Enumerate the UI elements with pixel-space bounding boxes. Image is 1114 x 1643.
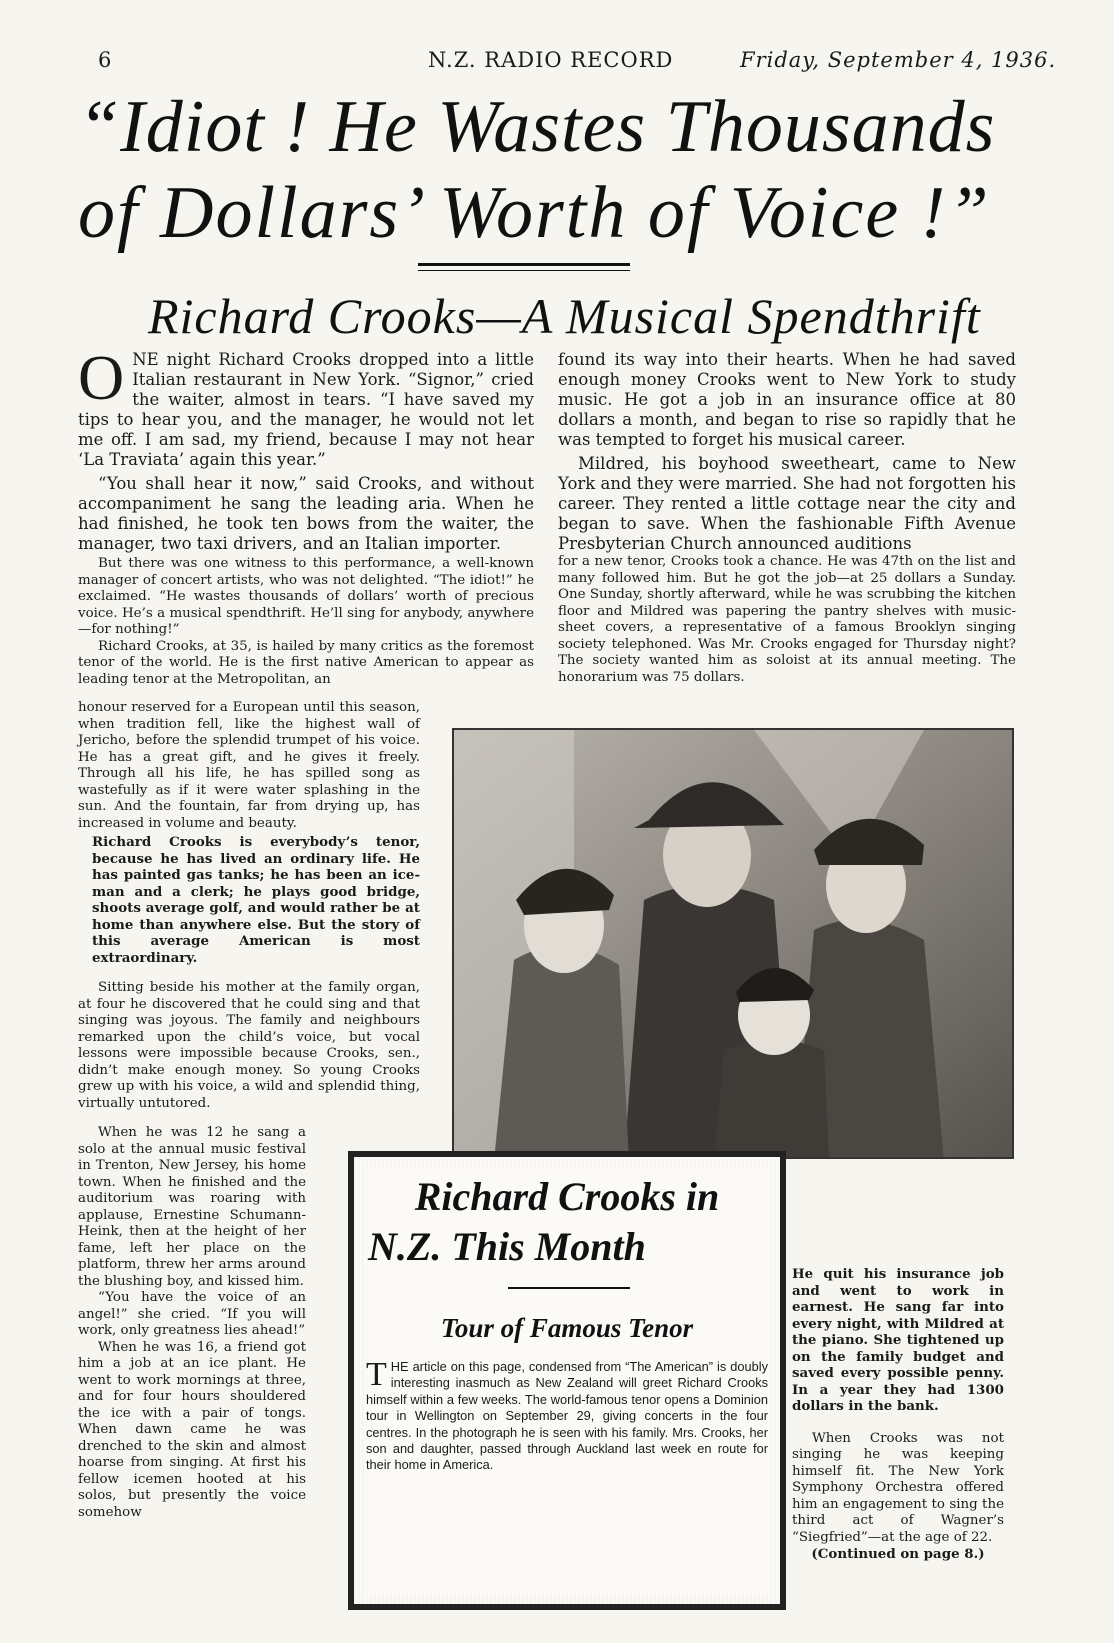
announcement-box-inner bbox=[364, 1167, 770, 1594]
box-divider bbox=[508, 1287, 630, 1289]
article-paragraph-4: Richard Crooks, at 35, is hailed by many critics as the foremost tenor of the world. He is the first native American to appear as leading tenor at the Metropolitan, an bbox=[78, 638, 534, 687]
headline-divider-top bbox=[418, 263, 630, 266]
article-paragraph-11: found its way into their hearts. When he had saved enough money Crooks went to New York to study music. He got a job in an insurance office at 80 dollars a month, and began to rise so rapidly that he was tempted to forget his musical career. bbox=[558, 350, 1016, 449]
column-3-lower bbox=[792, 1266, 1004, 1563]
article-paragraph-15: When Crooks was not singing he was keeping himself fit. The New York Symphony Orchestra offered him an engagement to sing the third act of Wagner’s “Siegfried”—at the age of 22. bbox=[792, 1430, 1004, 1545]
photo-illustration bbox=[454, 730, 1014, 1159]
headline-divider-bottom bbox=[418, 270, 630, 271]
article-paragraph-8: When he was 12 he sang a solo at the annual music festival in Trenton, New Jersey, his home town. When he finished and the auditorium was roaring with applause, Ernestine Schumann-Heink, then at the height of her fame, left her place on the platform, threw her arms around the blushing boy, and kissed him. bbox=[78, 1125, 306, 1289]
article-paragraph-7: Sitting beside his mother at the family organ, at four he discovered that he could sing and that singing was joyous. The family and neighbours remarked upon the child’s voice, but vocal lessons were impossible because Crooks, sen., didn’t make enough money. So young Crooks grew up with his voice, a wild and splendid thing, virtually untutored. bbox=[78, 980, 420, 1111]
box-title-line-1: Richard Crooks in bbox=[414, 1174, 720, 1219]
box-subtitle: Tour of Famous Tenor bbox=[440, 1313, 694, 1343]
article-paragraph-5: honour reserved for a European until this season, when tradition fell, like the highest wall of Jericho, before the splendid trumpet of his voice. He has a great gift, and he gives it freely. Through all his life, he has spilled song as wastefully as if it were water splashing in the sun. And the fountain, far from drying up, has increased in volume and beauty. bbox=[78, 700, 420, 831]
family-photograph bbox=[452, 728, 1014, 1159]
column-1-lower bbox=[78, 1125, 306, 1521]
box-body bbox=[366, 1356, 768, 1474]
article-paragraph-1: NE night Richard Crooks dropped into a little Italian restaurant in New York. “Signor,” cried the waiter, almost in tears. “I have saved my tips to hear you, and the manager, he would not let me off. I am sad, my friend, because I may not hear ‘La Traviata’ again this year.” bbox=[78, 350, 534, 469]
page-number: 6 bbox=[98, 48, 113, 72]
headline-line-2: of Dollars’ Worth of Voice !” bbox=[78, 172, 991, 254]
article-paragraph-2: “You shall hear it now,” said Crooks, and without accompaniment he sang the leading aria. When he had finished, he took ten bows from the waiter, the manager, two taxi drivers, and an Italian importer. bbox=[78, 474, 534, 553]
announcement-box bbox=[348, 1151, 786, 1610]
drop-cap-t: T bbox=[366, 1356, 387, 1393]
publication-name: N.Z. RADIO RECORD bbox=[428, 48, 674, 72]
article-paragraph-9: “You have the voice of an angel!” she cried. “If you will work, only greatness lies ahead!” bbox=[78, 1290, 306, 1338]
column-1-upper bbox=[78, 342, 534, 688]
headline-line-1: “Idiot ! He Wastes Thousands bbox=[78, 86, 996, 168]
continued-note: (Continued on page 8.) bbox=[811, 1546, 985, 1562]
article-paragraph-13: for a new tenor, Crooks took a chance. He was 47th on the list and many followed him. But he got the job—at 25 dollars a Sunday. One Sunday, shortly afterward, while he was scrubbing the kitchen floor and Mildred was papering the pantry shelves with music-sheet covers, a representative of a famous Brooklyn singing society telephoned. Was Mr. Crooks engaged for Thursday night? The society wanted him as soloist at its annual meeting. The honorarium was 75 dollars. bbox=[558, 554, 1016, 685]
article-paragraph-14: He quit his insurance job and went to work in earnest. He sang far into every night, with Mildred at the piano. She tightened up on the family budget and saved every possible penny. In a year they had 1300 dollars in the bank. bbox=[792, 1266, 1004, 1414]
drop-cap-o: O bbox=[78, 342, 125, 413]
article-paragraph-3: But there was one witness to this performance, a well-known manager of concert artists, who was not delighted. “The idiot!” he exclaimed. “He wastes thousands of dollars’ worth of precious voice. He’s a musical spendthrift. He’ll sing for anybody, anywhere—for nothing!” bbox=[78, 556, 534, 637]
article-paragraph-12: Mildred, his boyhood sweetheart, came to New York and they were married. She had not forgotten his career. They rented a little cottage near the city and began to save. When the fashionable Fifth Avenue Presbyterian Church announced auditions bbox=[558, 454, 1016, 553]
article-highlight-paragraph: Richard Crooks is everybody’s tenor, because he has lived an ordinary life. He has painted gas tanks; he has been an ice-man and a clerk; he plays good bridge, shoots average golf, and would rather be at home than anywhere else. But the story of this average American is most extraordinary. bbox=[92, 834, 420, 966]
subheadline: Richard Crooks—A Musical Spendthrift bbox=[148, 288, 981, 344]
column-2-upper bbox=[558, 350, 1016, 686]
column-1-middle bbox=[78, 700, 420, 1112]
box-title-line-2: N.Z. This Month bbox=[368, 1224, 646, 1269]
issue-date: Friday, September 4, 1936. bbox=[740, 48, 1057, 72]
box-body-text: HE article on this page, condensed from “The American” is doubly interesting inasmuch as New Zealand will greet Richard Crooks himself within a few weeks. The world-famous tenor opens a Dominion tour in Wellington on September 29, giving concerts in the four centres. In the photograph he is seen with his family. Mrs. Crooks, her son and daughter, passed through Auckland last week en route for their home in America. bbox=[366, 1359, 768, 1473]
article-paragraph-10: When he was 16, a friend got him a job at an ice plant. He went to work mornings at three, and for four hours shouldered the ice with a pair of tongs. When dawn came he was drenched to the skin and almost hoarse from singing. At first his fellow icemen hooted at his solos, but presently the voice somehow bbox=[78, 1339, 306, 1520]
